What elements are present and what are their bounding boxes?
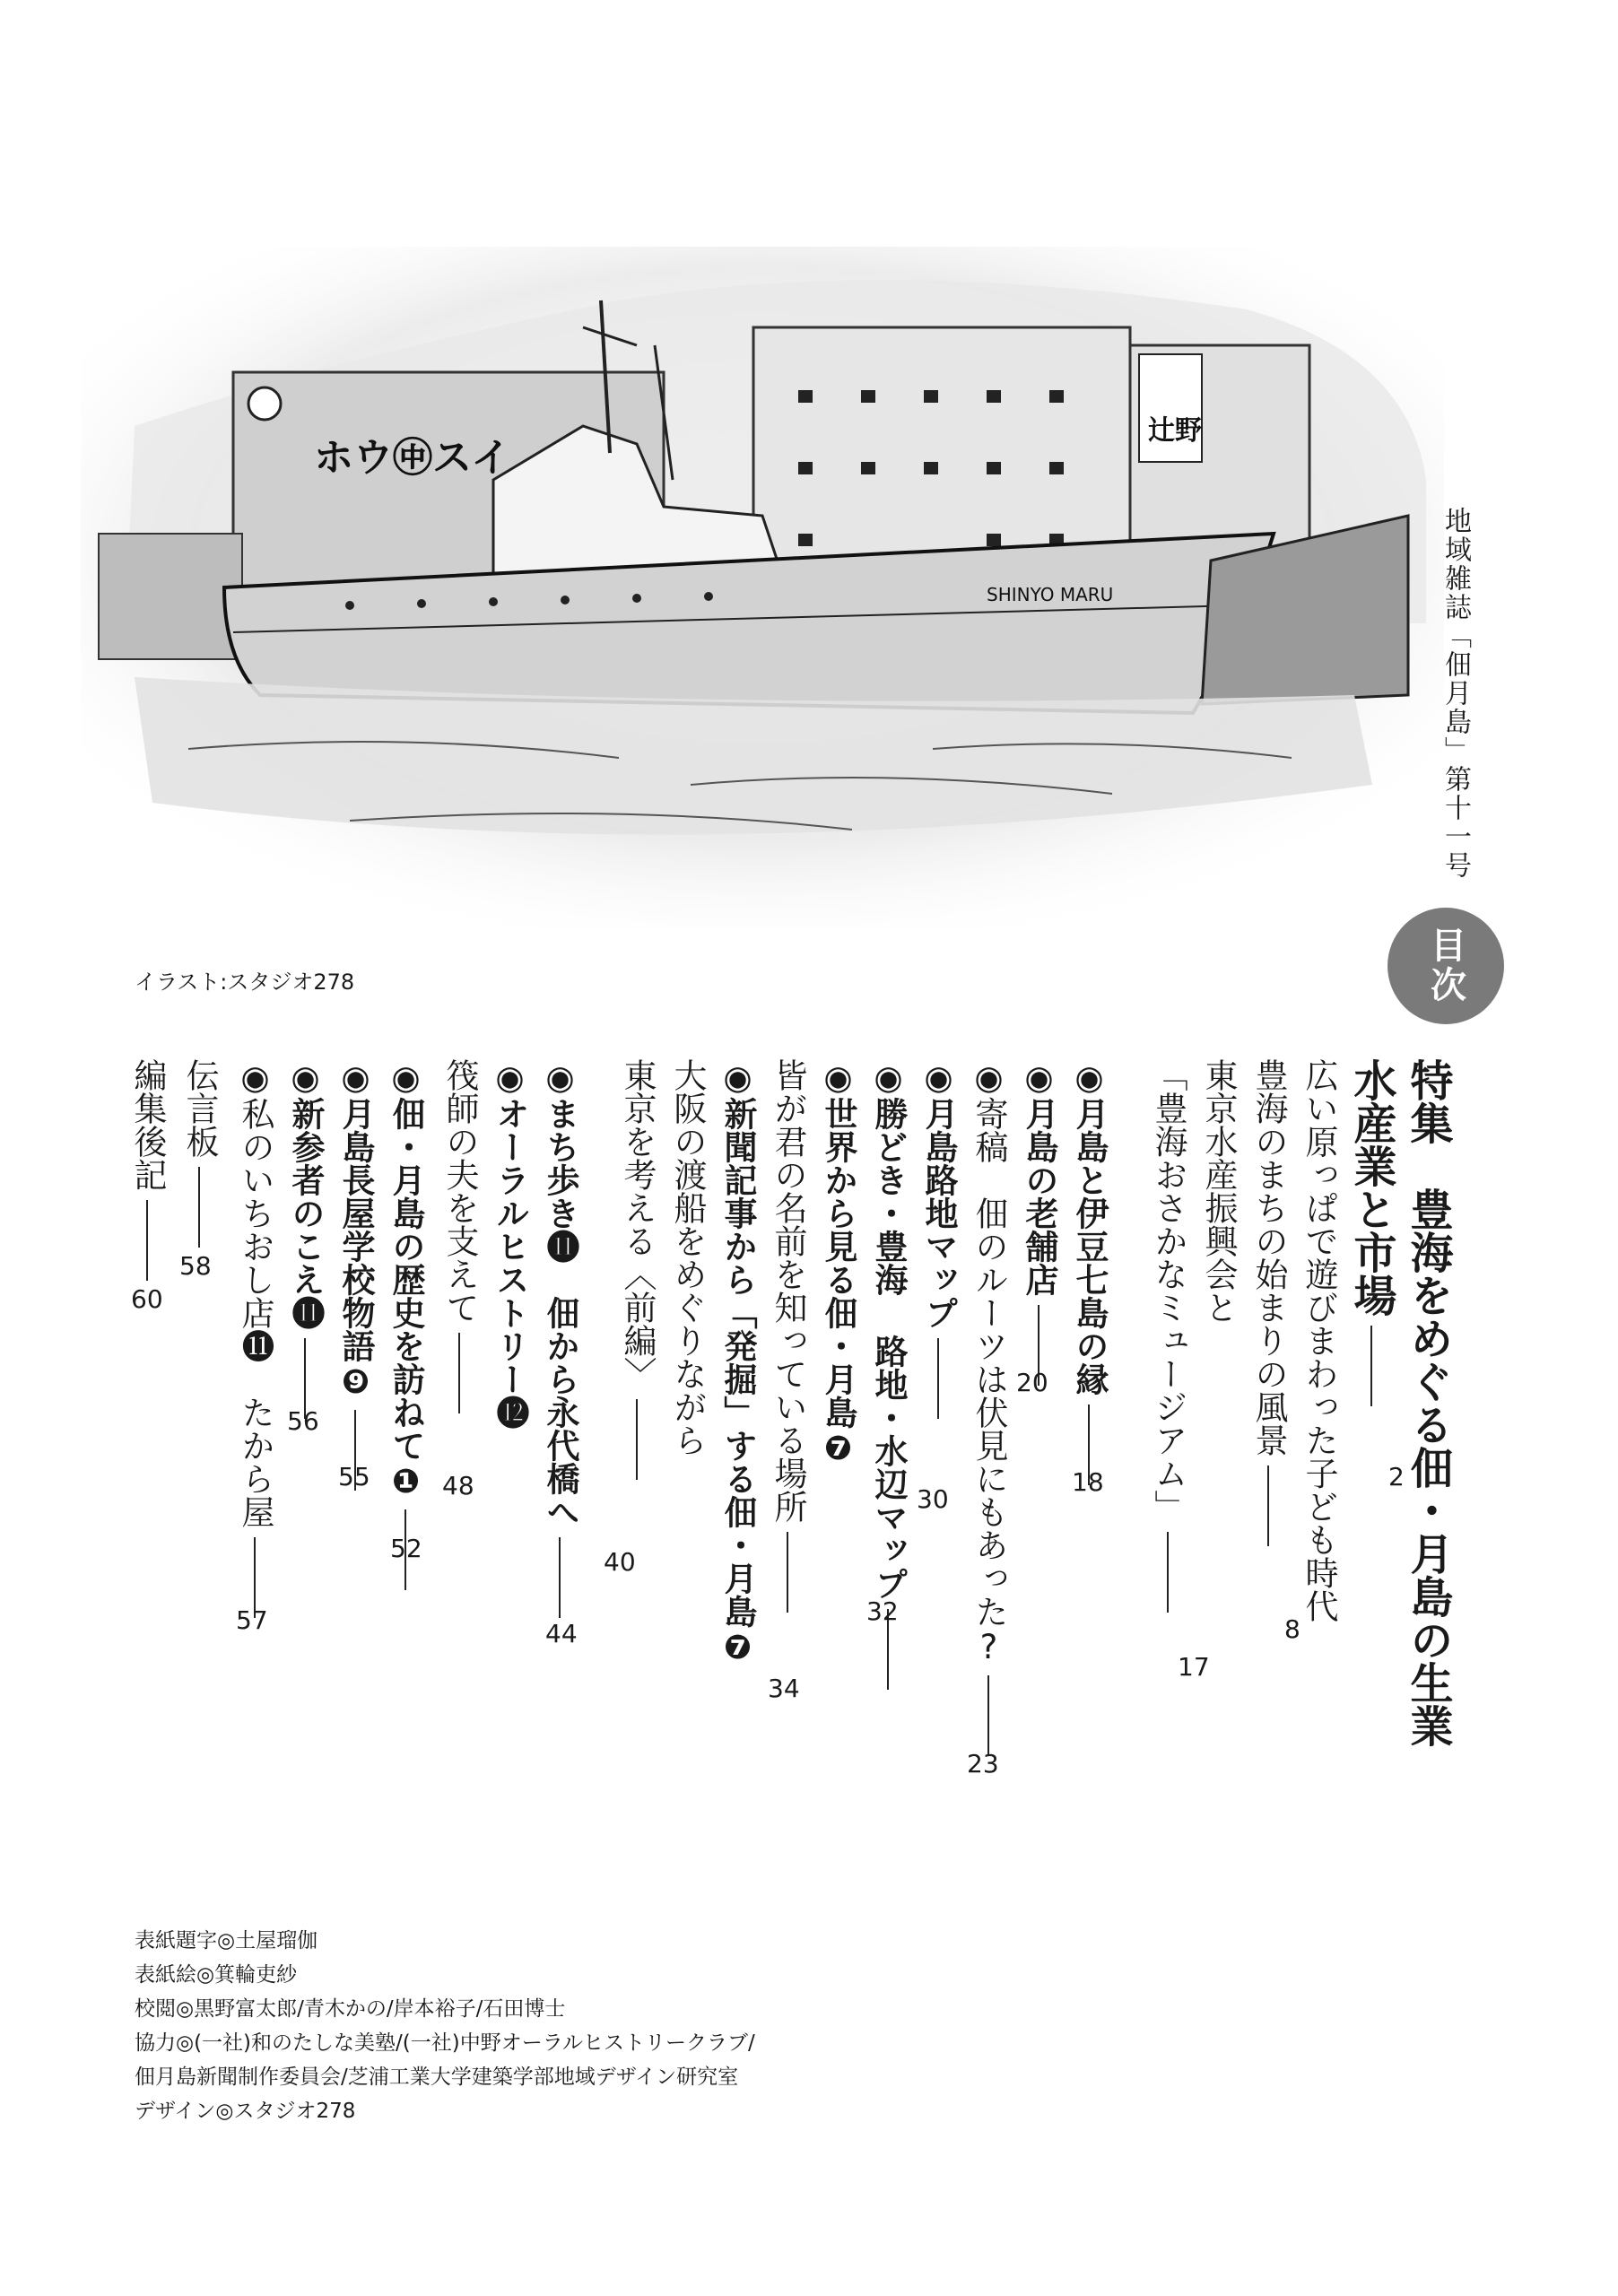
toc-entry-text: ◉勝どき・豊海 路地・水辺マップ: [869, 1058, 908, 1600]
credit-line: 表紙題字◎土屋瑠伽: [135, 1929, 318, 1952]
page-number: 18: [1072, 1467, 1104, 1497]
toc-entry: [970, 1058, 1008, 1765]
page-number: 56: [287, 1406, 319, 1436]
toc-entry: [1022, 1058, 1056, 1395]
toc-entry-text: 編集後記: [128, 1058, 167, 1191]
toc-entry: ◉新聞記事から「発掘」する佃・月島❼: [718, 1058, 757, 1666]
toc-entry-text: ◉月島路地マップ: [919, 1058, 958, 1329]
toc-entry-text: 「豊海おさかなミュージアム」: [1149, 1058, 1187, 1523]
page-number: 8: [1284, 1614, 1300, 1644]
toc-entry: [771, 1058, 805, 1622]
feature-title: 特集 豊海をめぐる佃・月島の生業: [1403, 1058, 1453, 1747]
credit-line: デザイン◎スタジオ278: [135, 2100, 356, 2123]
toc-entry: 広い原っぱで遊びまわった子ども時代: [1300, 1058, 1338, 1622]
page-number: 23: [967, 1749, 999, 1779]
page-number: 55: [338, 1462, 370, 1492]
toc-entry: ◉オーラルヒストリー⓬: [491, 1058, 529, 1429]
page-number: 34: [768, 1674, 800, 1703]
toc-entry-text: 伝言板: [180, 1058, 219, 1158]
toc-entry-text: ◉寄稿 佃のルーツは伏見にもあった?: [970, 1058, 1008, 1666]
toc-entry: 東京水産振興会と: [1199, 1058, 1238, 1324]
toc-entry-text: ◉月島と伊豆七島の縁: [1070, 1058, 1109, 1396]
toc-entry-text: 豊海のまちの始まりの風景: [1249, 1058, 1288, 1457]
toc-entry: [336, 1058, 375, 1500]
toc-entry-text: ◉月島長屋学校物語❾: [336, 1058, 375, 1401]
page-number: 57: [236, 1605, 268, 1635]
toc-entry: [128, 1058, 167, 1290]
ship-name-text: SHINYO MARU: [987, 584, 1114, 605]
page-number: 44: [545, 1619, 578, 1648]
toc-entry-text: ◉まち歩き⓫ 佃から永代橋へ: [541, 1058, 579, 1528]
toc-entry-text: 東京を考える〈前編〉: [618, 1058, 657, 1390]
building-sign-right: 辻野: [1148, 415, 1202, 447]
page-number: 58: [179, 1251, 212, 1281]
toc-entry: [387, 1058, 425, 1599]
magazine-title: 地域雑誌「佃月島」第十一号: [1440, 507, 1471, 880]
toc-badge: 目次: [1387, 908, 1504, 1024]
building-sign-left: ホウ㊥スイ: [314, 435, 511, 481]
page-number: 48: [442, 1471, 474, 1500]
toc-entry-text: 筏師の夫を支えて: [440, 1058, 479, 1324]
credit-line: 校閲◎黒野富太郎/青木かの/岸本裕子/石田博士: [135, 1997, 566, 2021]
toc-entry: [1149, 1058, 1187, 1622]
toc-entry: [1249, 1058, 1288, 1555]
feature-subtitle-text: 水産業と市場: [1346, 1058, 1396, 1317]
page-number: 32: [866, 1596, 899, 1626]
toc-entry: ◉世界から見る佃・月島❼: [819, 1058, 857, 1467]
toc-entry: 大阪の渡船をめぐりながら: [668, 1058, 707, 1457]
toc-entry: [440, 1058, 479, 1422]
page-number: 17: [1178, 1652, 1210, 1682]
page-number: 52: [390, 1534, 422, 1563]
toc-entry-text: ◉私のいちおし店⓫ たから屋: [236, 1058, 274, 1528]
credit-line: 協力◎(一社)和のたしな美塾/(一社)中野オーラルヒストリークラブ/: [135, 2031, 755, 2055]
page-number: 20: [1016, 1368, 1048, 1397]
credit-line: 表紙絵◎箕輪吏紗: [135, 1963, 298, 1987]
toc-entry: [286, 1058, 325, 1428]
page-number: 60: [131, 1284, 163, 1314]
feature-subtitle: [1346, 1058, 1396, 1415]
page-number: 30: [917, 1484, 949, 1514]
toc-entry-text: ◉新参者のこえ⓫: [286, 1058, 325, 1329]
toc-entry-text: ◉佃・月島の歴史を訪ねて❶: [387, 1058, 425, 1500]
toc-entry: [180, 1058, 219, 1257]
toc-entry: [1070, 1058, 1109, 1494]
toc-entry: [919, 1058, 958, 1428]
page-number: 2: [1388, 1462, 1405, 1492]
illustration-credit: イラスト:スタジオ278: [135, 970, 355, 995]
credit-line: 佃月島新聞制作委員会/芝浦工業大学建築学部地域デザイン研究室: [135, 2066, 739, 2089]
toc-entry-text: ◉月島の老舗店: [1020, 1058, 1058, 1296]
toc-entry: [618, 1058, 657, 1489]
harbor-ship-illustration: [81, 247, 1444, 928]
toc-entry-text: 皆が君の名前を知っている場所: [769, 1058, 807, 1523]
credits: [135, 1924, 755, 2128]
toc-entry: [236, 1058, 274, 1627]
page-number: 40: [604, 1547, 636, 1577]
toc-entry: [541, 1058, 579, 1627]
